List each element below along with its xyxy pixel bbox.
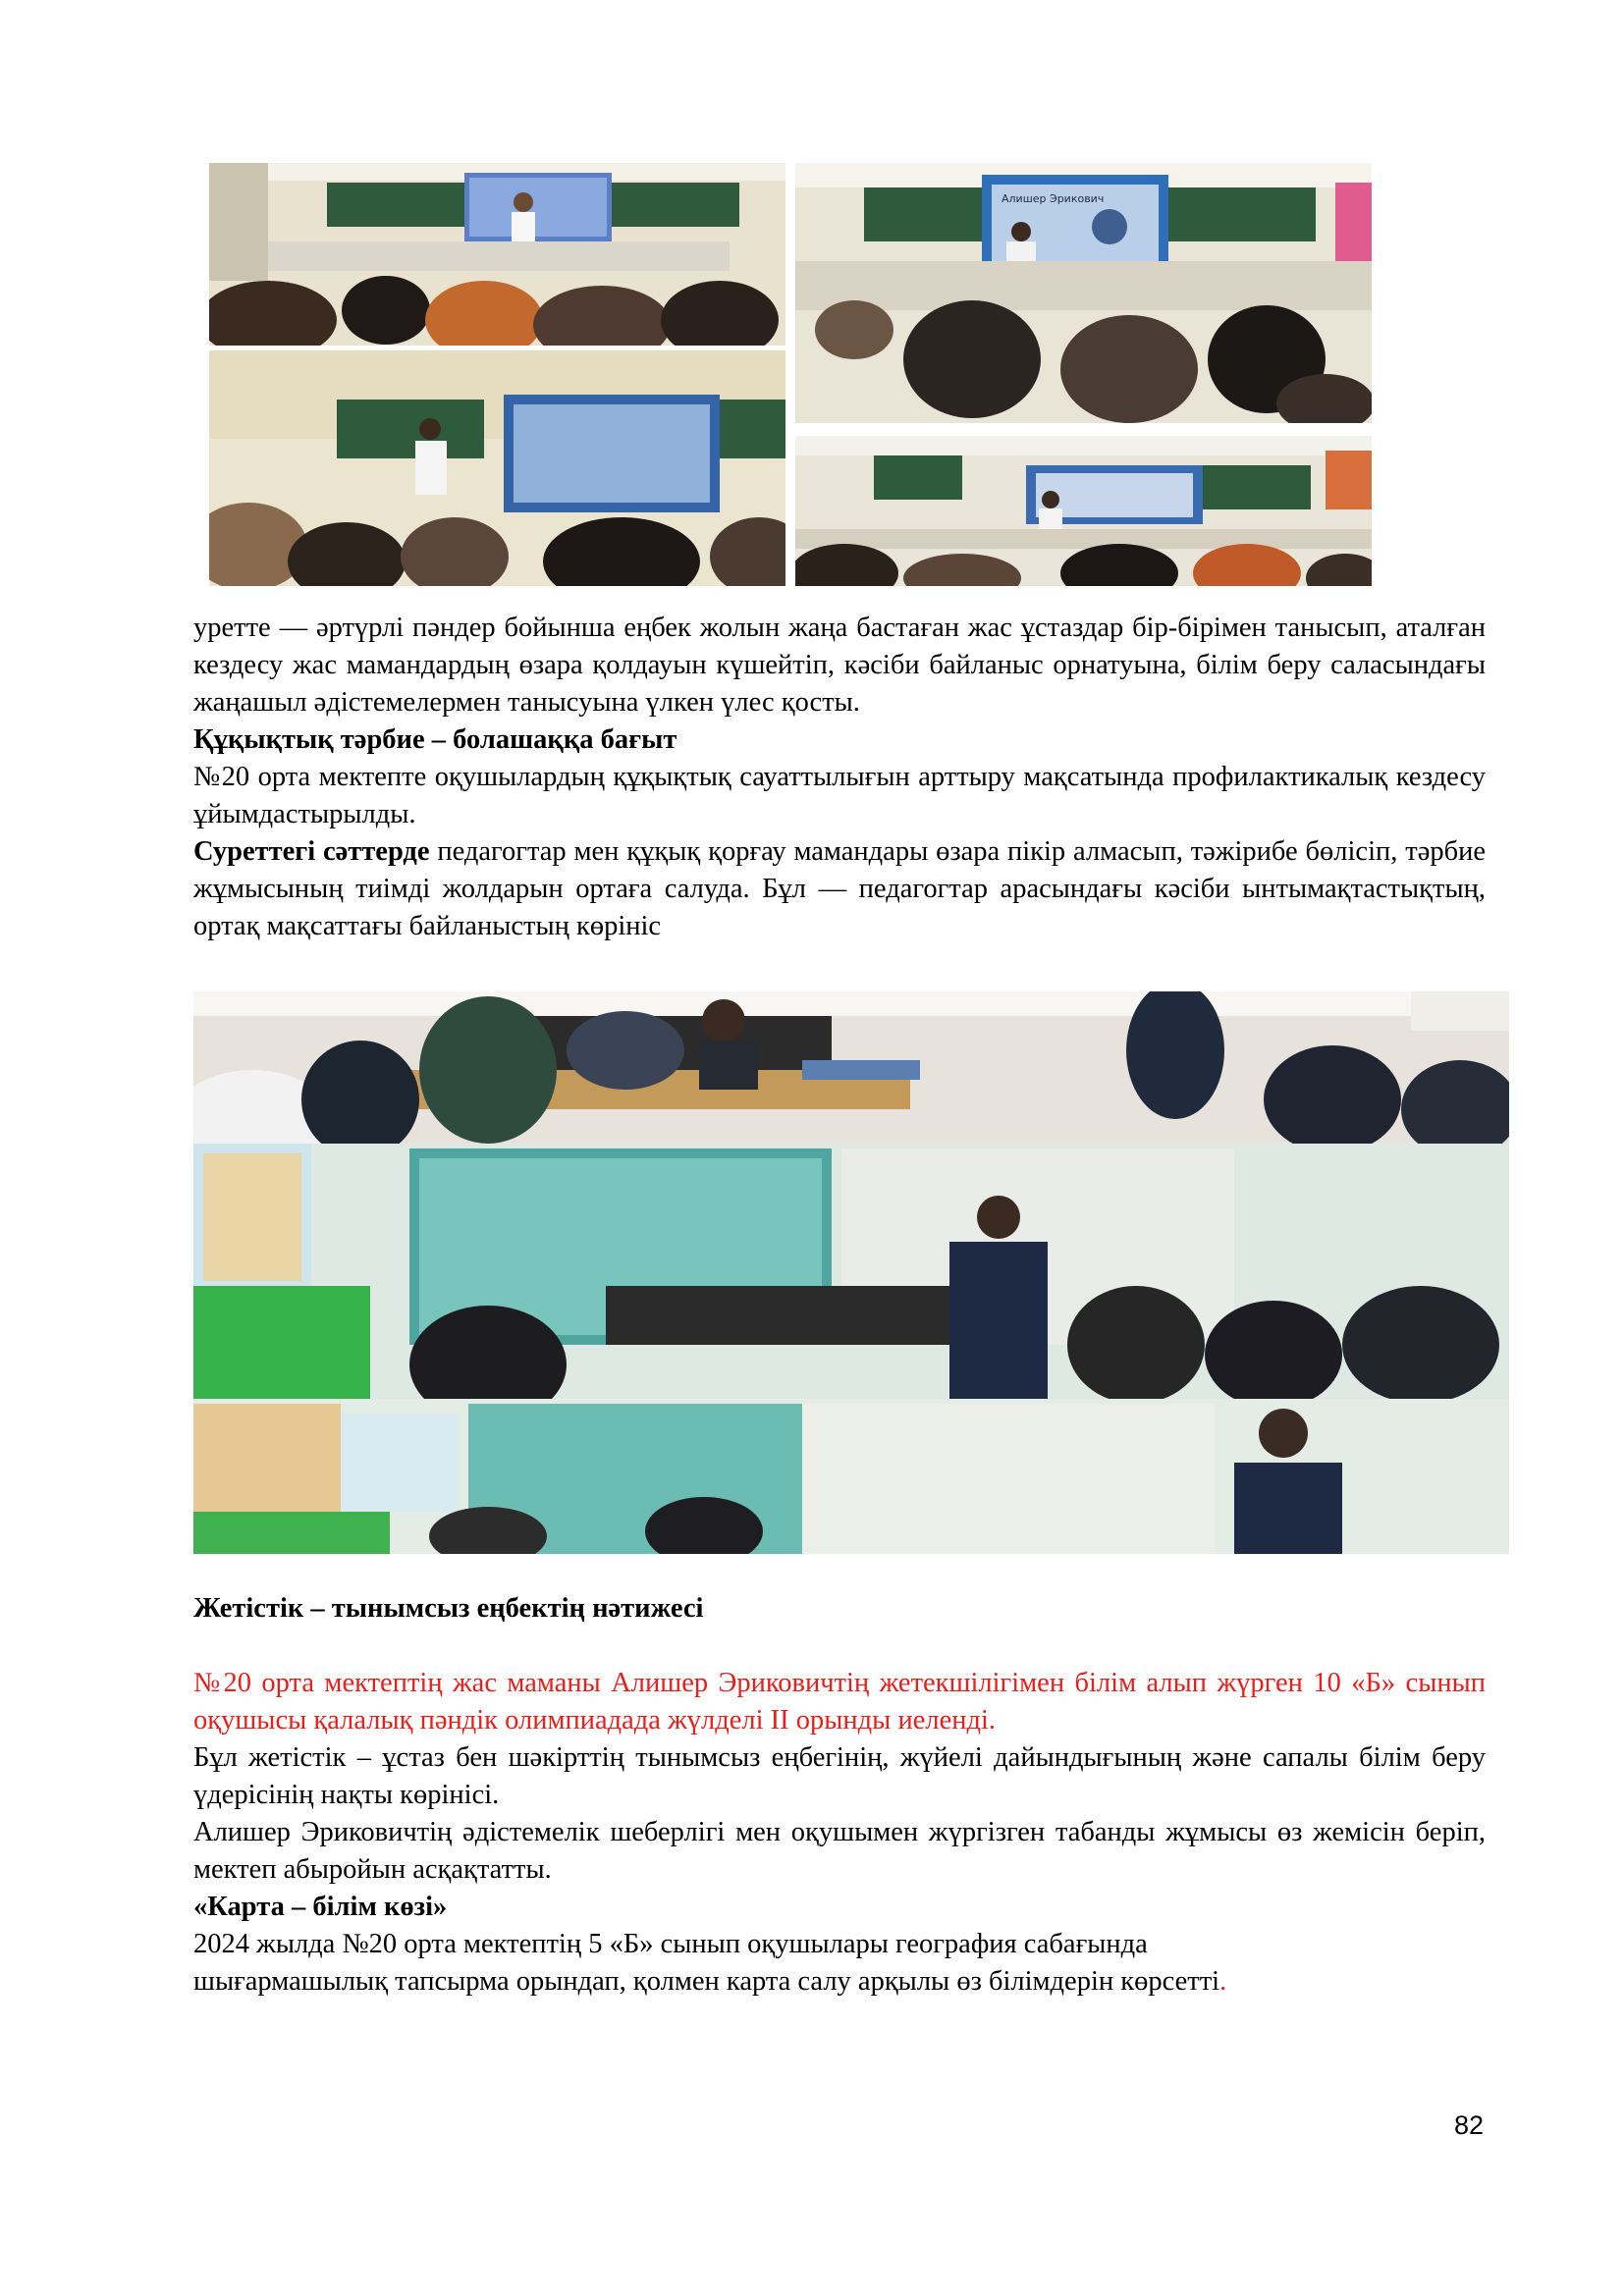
photo-seminar-3 bbox=[209, 350, 785, 586]
paragraph-olympiad-result: №20 орта мектептің жас маманы Алишер Эриковичтің жетекшілігімен білім алып жүрген 10 «Б» сынып оқушысы қалалық пәндік олимпиадада жүлделі ІІ орынды иеленді. bbox=[193, 1668, 1486, 1735]
heading-achievement: Жетістік – тынымсыз еңбектің нәтижесі bbox=[193, 1593, 704, 1624]
photo-legal-meeting bbox=[193, 991, 1509, 1554]
geography-line-2-period: . bbox=[1219, 1966, 1227, 1997]
photo-moments-label: Суреттегі сәттерде bbox=[193, 836, 430, 867]
geography-line-2-text: шығармашылық тапсырма орындап, қолмен карта салу арқылы өз білімдерін көрсетті bbox=[193, 1966, 1220, 1997]
paragraph-teacher-mastery: Алишер Эриковичтің әдістемелік шеберлігі мен оқушымен жүргізген табанды жұмысы өз жемісін беріп, мектеп абыройын асқақтатты. bbox=[193, 1817, 1486, 1885]
paragraph-photo-moments bbox=[193, 833, 1486, 945]
heading-legal-education: Құқықтық тәрбие – болашаққа бағыт bbox=[193, 724, 677, 755]
paragraph-achievement-meaning: Бұл жетістік – ұстаз бен шәкірттің тынымсыз еңбегінің, жүйелі дайындығының және сапалы білім беру үдерісінің нақты көрінісі. bbox=[193, 1742, 1486, 1810]
text-section-1 bbox=[193, 610, 1486, 945]
heading-map-knowledge: «Карта – білім көзі» bbox=[193, 1892, 448, 1922]
text-section-3 bbox=[193, 1665, 1486, 2001]
page-number: 82 bbox=[1453, 2110, 1484, 2140]
paragraph-prevention-meeting: №20 орта мектепте оқушылардың құқықтық сауаттылығын арттыру мақсатында профилактикалық кездесу ұйымдастырылды. bbox=[193, 762, 1486, 829]
photo-moments-text: педагогтар мен құқық қорғау мамандары өзара пікір алмасып, тәжірибе бөлісіп, тәрбие жұмысының тиімді жолдарын ортаға салуда. Бұл — педагогтар арасындағы кәсіби ынтымақтастықтың, ортақ мақсаттағы байланыстың көрініс bbox=[193, 836, 1486, 941]
slide-title: Алишер Эрикович bbox=[1001, 192, 1105, 205]
paragraph-geography-line-1: 2024 жылда №20 орта мектептің 5 «Б» сынып оқушылары география сабағында bbox=[193, 1929, 1148, 1959]
text-section-2 bbox=[193, 1590, 1486, 1628]
photo-seminar-2 bbox=[795, 163, 1372, 423]
photo-seminar-4 bbox=[795, 436, 1372, 586]
paragraph-geography-line-2 bbox=[193, 1963, 1486, 2001]
photo-seminar-1 bbox=[209, 163, 785, 346]
paragraph-young-teachers: уретте — әртүрлі пәндер бойынша еңбек жолын жаңа бастаған жас ұстаздар бір-бірімен танысып, аталған кездесу жас мамандардың өзара қолдауын күшейтіп, кәсіби байланыс орнатуына, білім беру саласындағы жаңашыл әдістемелермен танысуына үлкен үлес қосты. bbox=[193, 613, 1486, 718]
